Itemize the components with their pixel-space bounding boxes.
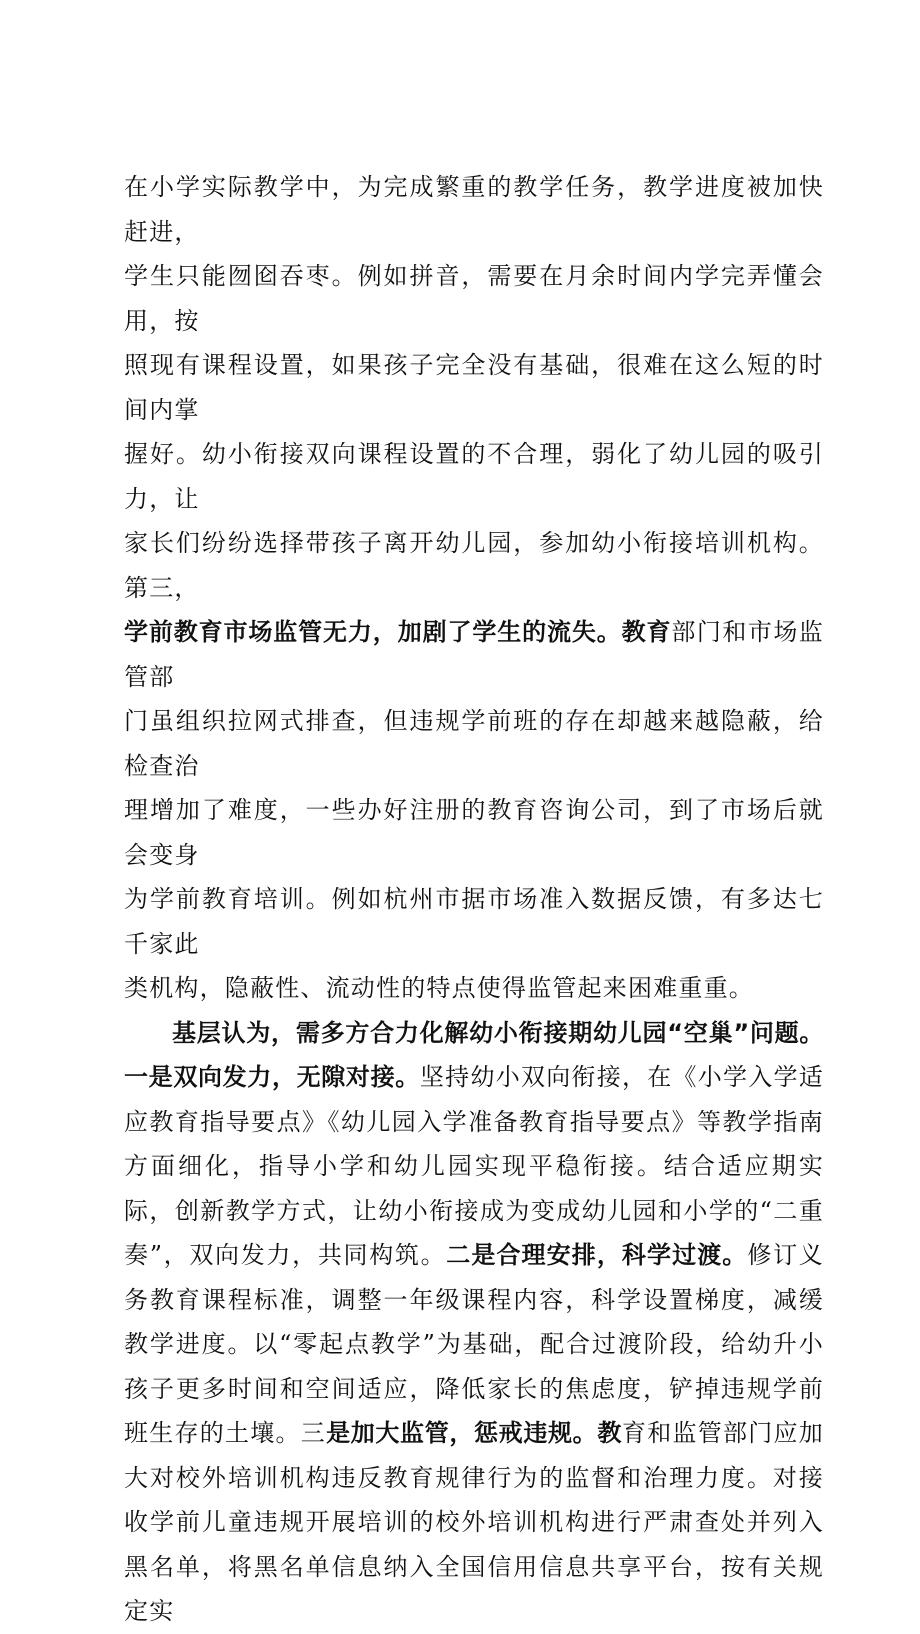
text-line: 照现有课程设置，如果孩子完全没有基础，很难在这么短的时间内掌 bbox=[124, 351, 824, 424]
bold-intro-point-1: 基层认为，需多方合力化解幼小衔接期幼儿园“空巢”问题。一是双向发力，无隙对接。 bbox=[124, 1018, 824, 1091]
text-line: 门虽组织拉网式排查，但违规学前班的存在却越来越隐蔽，给检查治 bbox=[124, 707, 824, 780]
bold-heading-point-3: 是加大监管，惩戒违规。 bbox=[326, 1419, 598, 1447]
text-line: 握好。幼小衔接双向课程设置的不合理，弱化了幼儿园的吸引力，让 bbox=[124, 440, 824, 513]
document-body bbox=[124, 165, 824, 1634]
text-line-with-emphasis bbox=[124, 610, 824, 699]
text-fragment: 坚持幼小双向衔接，在《小学入学适应教育指导要点》《幼儿园入学准备教育指导要点》等教学指南方面细化，指导小学和幼儿园实现平稳衔接。结合适应期实际，创新教学方式，让幼小衔接成为变成幼儿园和小学的“二重奏”，双向发力，共同构筑。 bbox=[124, 1063, 825, 1269]
text-line: 学生只能囫囵吞枣。例如拼音，需要在月余时间内学完弄懂会用，按 bbox=[124, 262, 824, 335]
bold-heading-point-2: 二是合理安排，科学过渡。 bbox=[446, 1241, 748, 1269]
text-line: 在小学实际教学中，为完成繁重的教学任务，教学进度被加快赶进， bbox=[124, 173, 824, 246]
text-line: 家长们纷纷选择带孩子离开幼儿园，参加幼小衔接培训机构。第三， bbox=[124, 529, 824, 602]
text-fragment: 育和监管部门应加大对校外培训机构违反教育规律行为的监督和治理力度。对接收学前儿童违规开展培训的校外培训机构进行严肃查处并列入黑名单，将黑名单信息纳入全国信用信息共享平台，按有关规定实 bbox=[124, 1419, 824, 1625]
paragraph-2 bbox=[124, 1011, 824, 1634]
bold-fragment: 教 bbox=[597, 1419, 622, 1447]
text-line: 理增加了难度，一些办好注册的教育咨询公司，到了市场后就会变身 bbox=[124, 796, 824, 869]
text-line: 类机构，隐蔽性、流动性的特点使得监管起来困难重重。 bbox=[124, 974, 754, 1002]
text-line: 为学前教育培训。例如杭州市据市场准入数据反馈，有多达七千家此 bbox=[124, 885, 824, 958]
text-fragment: 修订义务教育课程标准，调整一年级课程内容，科学设置梯度，减缓教学进度。以“零起点教学”为基础，配合过渡阶段，给幼升小孩子更多时间和空间适应，降低家长的焦虑度，铲掉违规学前班生存的土壤。三 bbox=[124, 1241, 824, 1447]
bold-heading-point-3: 学前教育市场监管无力，加剧了学生的流失。 bbox=[124, 618, 622, 646]
paragraph-1 bbox=[124, 165, 824, 1011]
text-fragment: 部门和市场监管部 bbox=[124, 618, 824, 691]
bold-fragment: 教育 bbox=[621, 618, 672, 646]
